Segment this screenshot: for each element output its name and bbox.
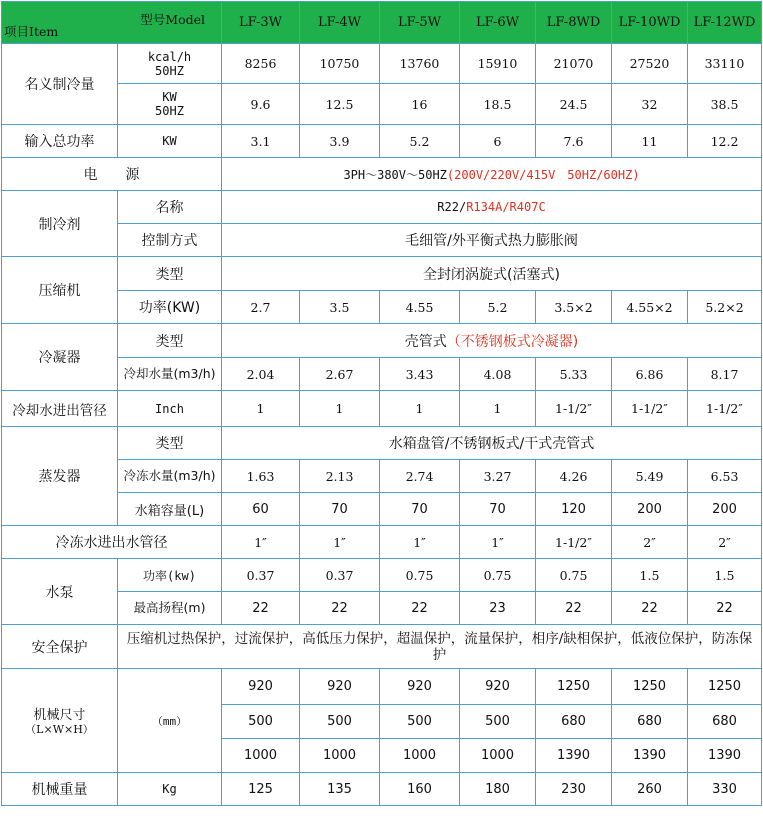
table-cell: 260 bbox=[612, 773, 688, 806]
evaporator-type-label: 类型 bbox=[118, 427, 222, 460]
table-cell: 135 bbox=[300, 773, 380, 806]
power-supply-main: 3PH～380V～50HZ bbox=[343, 167, 447, 182]
table-cell: 27520 bbox=[612, 44, 688, 84]
table-cell: 0.75 bbox=[460, 559, 536, 592]
kw-unit: KW 50HZ bbox=[118, 84, 222, 125]
table-cell: 500 bbox=[460, 705, 536, 739]
table-cell: 6 bbox=[460, 125, 536, 158]
table-cell: 24.5 bbox=[536, 84, 612, 125]
evaporator-label: 蒸发器 bbox=[2, 427, 118, 526]
table-cell: 33110 bbox=[688, 44, 762, 84]
model-name: LF-3W bbox=[222, 2, 300, 44]
model-name: LF-10WD bbox=[612, 2, 688, 44]
power-supply-value bbox=[222, 158, 762, 191]
pump-head-label: 最高扬程(m) bbox=[118, 592, 222, 625]
model-name: LF-4W bbox=[300, 2, 380, 44]
table-cell: 22 bbox=[380, 592, 460, 625]
chilled-pipe-label: 冷冻水进出水管径 bbox=[2, 526, 222, 559]
table-cell: 3.27 bbox=[460, 460, 536, 493]
cooling-capacity-label: 名义制冷量 bbox=[2, 44, 118, 125]
refrigerant-name-label: 名称 bbox=[118, 191, 222, 224]
condenser-type-value bbox=[222, 324, 762, 358]
table-cell: 1250 bbox=[536, 669, 612, 705]
refrigerant-name-value bbox=[222, 191, 762, 224]
power-supply-label: 电 源 bbox=[2, 158, 222, 191]
table-cell: 22 bbox=[688, 592, 762, 625]
table-cell: 23 bbox=[460, 592, 536, 625]
table-cell: 3.43 bbox=[380, 358, 460, 391]
table-cell: 70 bbox=[300, 493, 380, 526]
table-cell: 500 bbox=[380, 705, 460, 739]
table-cell: 500 bbox=[300, 705, 380, 739]
table-row bbox=[2, 158, 762, 191]
table-cell: 12.5 bbox=[300, 84, 380, 125]
safety-label: 安全保护 bbox=[2, 625, 118, 669]
table-cell: 6.86 bbox=[612, 358, 688, 391]
power-supply-alt: (200V/220V/415V 50HZ/60HZ) bbox=[446, 167, 640, 182]
header-corner bbox=[2, 2, 222, 44]
table-cell: 0.37 bbox=[222, 559, 300, 592]
table-cell: 0.37 bbox=[300, 559, 380, 592]
compressor-type-value: 全封闭涡旋式(活塞式) bbox=[222, 257, 762, 291]
table-cell: 5.49 bbox=[612, 460, 688, 493]
table-row bbox=[2, 625, 762, 669]
condenser-type-main: 壳管式 bbox=[404, 333, 447, 350]
table-cell: 8256 bbox=[222, 44, 300, 84]
table-cell: 22 bbox=[300, 592, 380, 625]
table-cell: 11 bbox=[612, 125, 688, 158]
table-cell: 1 bbox=[380, 391, 460, 427]
table-cell: 22 bbox=[222, 592, 300, 625]
table-cell: 200 bbox=[688, 493, 762, 526]
table-cell: 920 bbox=[380, 669, 460, 705]
dimensions-unit: （mm） bbox=[118, 669, 222, 773]
table-cell: 1-1/2″ bbox=[612, 391, 688, 427]
dimensions-sublabel: （L×W×H） bbox=[25, 723, 94, 736]
table-cell: 125 bbox=[222, 773, 300, 806]
table-cell: 3.5×2 bbox=[536, 291, 612, 324]
table-cell: 1″ bbox=[460, 526, 536, 559]
table-cell: 1″ bbox=[300, 526, 380, 559]
table-cell: 8.17 bbox=[688, 358, 762, 391]
table-row bbox=[2, 324, 762, 358]
table-cell: 180 bbox=[460, 773, 536, 806]
table-cell: 1390 bbox=[688, 739, 762, 773]
table-cell: 3.1 bbox=[222, 125, 300, 158]
table-cell: 1250 bbox=[688, 669, 762, 705]
table-cell: 1000 bbox=[300, 739, 380, 773]
table-cell: 4.55 bbox=[380, 291, 460, 324]
item-label: 项目Item bbox=[4, 24, 59, 39]
table-cell: 2.67 bbox=[300, 358, 380, 391]
table-cell: 200 bbox=[612, 493, 688, 526]
input-power-unit: KW bbox=[118, 125, 222, 158]
table-row bbox=[2, 257, 762, 291]
table-row bbox=[2, 44, 762, 84]
table-row bbox=[2, 669, 762, 705]
compressor-power-label: 功率(KW) bbox=[118, 291, 222, 324]
table-cell: 0.75 bbox=[536, 559, 612, 592]
table-cell: 16 bbox=[380, 84, 460, 125]
table-cell: 2.13 bbox=[300, 460, 380, 493]
table-cell: 4.26 bbox=[536, 460, 612, 493]
refrigerant-alt: R134A/R407C bbox=[466, 200, 546, 214]
refrigerant-main: R22/ bbox=[437, 200, 467, 214]
table-cell: 5.33 bbox=[536, 358, 612, 391]
compressor-type-label: 类型 bbox=[118, 257, 222, 291]
table-cell: 9.6 bbox=[222, 84, 300, 125]
table-cell: 1″ bbox=[380, 526, 460, 559]
table-cell: 1390 bbox=[612, 739, 688, 773]
weight-unit: Kg bbox=[118, 773, 222, 806]
table-cell: 1000 bbox=[380, 739, 460, 773]
condenser-type-label: 类型 bbox=[118, 324, 222, 358]
table-cell: 70 bbox=[380, 493, 460, 526]
table-cell: 6.53 bbox=[688, 460, 762, 493]
table-cell: 4.55×2 bbox=[612, 291, 688, 324]
table-cell: 2″ bbox=[612, 526, 688, 559]
table-cell: 1 bbox=[460, 391, 536, 427]
table-cell: 1-1/2″ bbox=[688, 391, 762, 427]
table-cell: 160 bbox=[380, 773, 460, 806]
table-cell: 680 bbox=[688, 705, 762, 739]
kcal-unit: kcal/h 50HZ bbox=[118, 44, 222, 84]
model-name: LF-12WD bbox=[688, 2, 762, 44]
table-cell: 5.2 bbox=[460, 291, 536, 324]
table-cell: 2″ bbox=[688, 526, 762, 559]
table-row bbox=[2, 125, 762, 158]
table-cell: 1-1/2″ bbox=[536, 526, 612, 559]
spec-table bbox=[1, 1, 762, 806]
cooling-pipe-label: 冷却水进出管径 bbox=[2, 391, 118, 427]
table-cell: 1 bbox=[300, 391, 380, 427]
table-cell: 22 bbox=[536, 592, 612, 625]
table-cell: 3.9 bbox=[300, 125, 380, 158]
table-row bbox=[2, 391, 762, 427]
table-cell: 1.5 bbox=[612, 559, 688, 592]
table-cell: 2.74 bbox=[380, 460, 460, 493]
table-row bbox=[2, 191, 762, 224]
table-cell: 920 bbox=[300, 669, 380, 705]
table-cell: 1.5 bbox=[688, 559, 762, 592]
table-row bbox=[2, 559, 762, 592]
table-cell: 120 bbox=[536, 493, 612, 526]
compressor-label: 压缩机 bbox=[2, 257, 118, 324]
model-name: LF-6W bbox=[460, 2, 536, 44]
refrigerant-label: 制冷剂 bbox=[2, 191, 118, 257]
evaporator-type-value: 水箱盘管/不锈钢板式/干式壳管式 bbox=[222, 427, 762, 460]
pump-power-label: 功率(kw) bbox=[118, 559, 222, 592]
table-cell: 22 bbox=[612, 592, 688, 625]
pump-label: 水泵 bbox=[2, 559, 118, 625]
table-cell: 1250 bbox=[612, 669, 688, 705]
model-label: 型号Model bbox=[140, 12, 205, 27]
model-name: LF-8WD bbox=[536, 2, 612, 44]
table-cell: 10750 bbox=[300, 44, 380, 84]
table-cell: 15910 bbox=[460, 44, 536, 84]
table-cell: 1000 bbox=[460, 739, 536, 773]
table-cell: 13760 bbox=[380, 44, 460, 84]
table-cell: 60 bbox=[222, 493, 300, 526]
input-power-label: 输入总功率 bbox=[2, 125, 118, 158]
table-cell: 5.2×2 bbox=[688, 291, 762, 324]
table-cell: 21070 bbox=[536, 44, 612, 84]
cooling-water-label: 冷却水量(m3/h) bbox=[118, 358, 222, 391]
table-cell: 70 bbox=[460, 493, 536, 526]
dimensions-title: 机械尺寸 bbox=[33, 708, 86, 723]
model-name: LF-5W bbox=[380, 2, 460, 44]
table-cell: 330 bbox=[688, 773, 762, 806]
table-cell: 1″ bbox=[222, 526, 300, 559]
table-cell: 920 bbox=[460, 669, 536, 705]
control-method-label: 控制方式 bbox=[118, 224, 222, 257]
table-cell: 18.5 bbox=[460, 84, 536, 125]
tank-capacity-label: 水箱容量(L) bbox=[118, 493, 222, 526]
header-row bbox=[2, 2, 762, 44]
table-cell: 0.75 bbox=[380, 559, 460, 592]
table-cell: 2.7 bbox=[222, 291, 300, 324]
table-cell: 12.2 bbox=[688, 125, 762, 158]
table-cell: 4.08 bbox=[460, 358, 536, 391]
chilled-water-label: 冷冻水量(m3/h) bbox=[118, 460, 222, 493]
table-cell: 680 bbox=[536, 705, 612, 739]
condenser-label: 冷凝器 bbox=[2, 324, 118, 391]
table-cell: 3.5 bbox=[300, 291, 380, 324]
weight-label: 机械重量 bbox=[2, 773, 118, 806]
table-cell: 1390 bbox=[536, 739, 612, 773]
table-cell: 1.63 bbox=[222, 460, 300, 493]
table-cell: 7.6 bbox=[536, 125, 612, 158]
table-cell: 500 bbox=[222, 705, 300, 739]
table-cell: 1-1/2″ bbox=[536, 391, 612, 427]
table-cell: 2.04 bbox=[222, 358, 300, 391]
table-cell: 1 bbox=[222, 391, 300, 427]
cooling-pipe-unit: Inch bbox=[118, 391, 222, 427]
table-row bbox=[2, 427, 762, 460]
table-cell: 5.2 bbox=[380, 125, 460, 158]
table-cell: 1000 bbox=[222, 739, 300, 773]
dimensions-label bbox=[2, 669, 118, 773]
table-cell: 32 bbox=[612, 84, 688, 125]
control-method-value: 毛细管/外平衡式热力膨胀阀 bbox=[222, 224, 762, 257]
table-row bbox=[2, 773, 762, 806]
table-cell: 38.5 bbox=[688, 84, 762, 125]
safety-value: 压缩机过热保护，过流保护，高低压力保护，超温保护，流量保护，相序/缺相保护，低液位保护，防冻保护 bbox=[118, 625, 762, 669]
table-cell: 230 bbox=[536, 773, 612, 806]
table-cell: 920 bbox=[222, 669, 300, 705]
condenser-type-alt: （不锈钢板式冷凝器) bbox=[446, 333, 579, 350]
table-cell: 680 bbox=[612, 705, 688, 739]
table-row bbox=[2, 526, 762, 559]
